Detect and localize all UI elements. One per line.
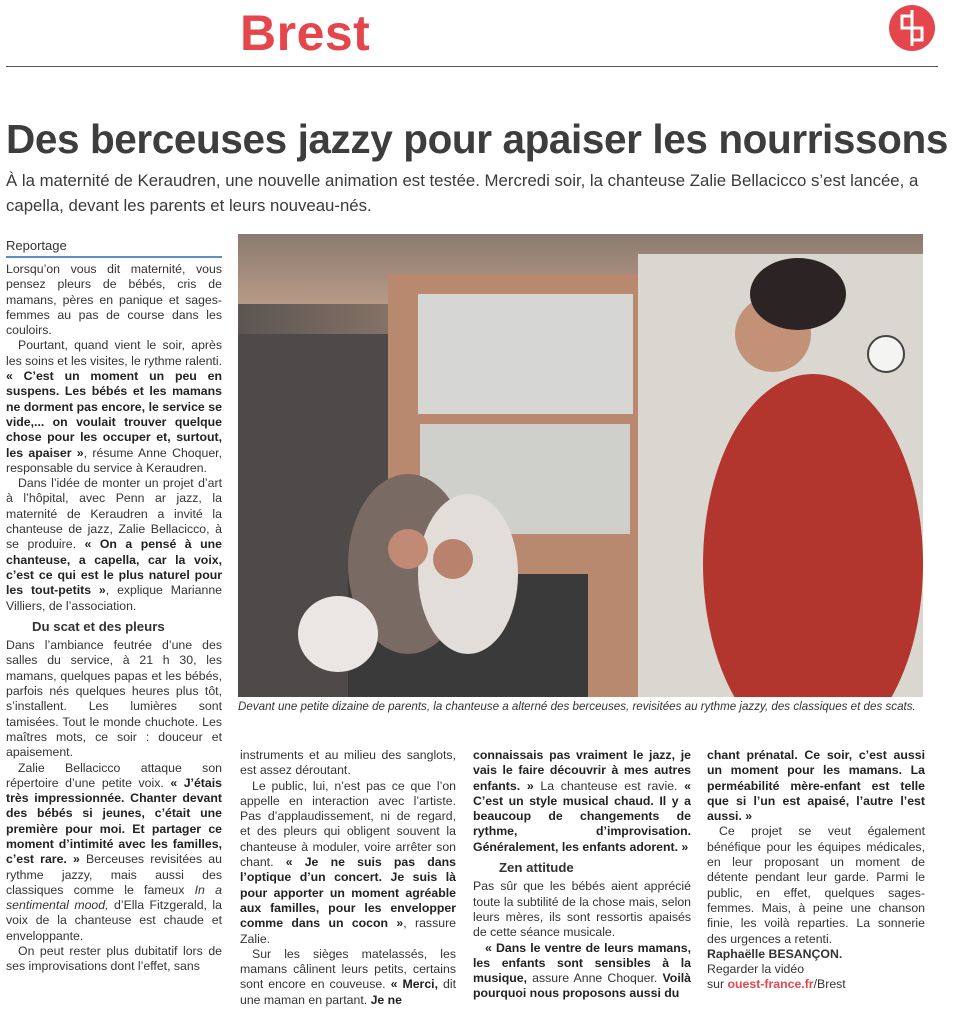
text: , explique Marianne Villiers, de l’association. [6,583,223,613]
quote: Voilà pourquoi nous proposons aussi du [473,971,691,1001]
paragraph [6,761,222,945]
article-column-3 [473,748,691,1002]
paragraph [6,262,222,338]
rubric-label: Reportage [6,238,67,253]
city-section-title: Brest [240,5,371,61]
article-lead: À la maternité de Keraudren, une nouvelle animation est testée. Mercredi soir, la chanteuse Zalie Bellacicco s’est lancée, a capella, devant les parents et leurs nouveau-nés. [6,171,919,215]
ouest-france-logo-icon [888,4,936,52]
text: sur [707,977,728,992]
text: Dans l’idée de monter un projet d’art à l’hôpital, avec Penn ar jazz, la maternité de Keraudren a invité la chanteuse de jazz, Zalie Bellacicco, à se produire. [6,476,222,552]
text: Berceuses revisitées au rythme jazzy, mais aussi des classiques comme le fameux [6,852,222,897]
paragraph [473,879,691,940]
header-divider [6,66,938,67]
ouest-france-link[interactable]: ouest-france.fr [727,977,814,992]
paragraph [240,947,456,1008]
paragraph [707,824,925,946]
article-column-2 [240,748,456,1008]
text: Sur les sièges matelassés, les mamans câlinent leurs petits, certains sont encore en couveuse. [240,946,456,992]
quote: « Dans le ventre de leurs mamans, les enfants sont sensibles à la musique, [473,940,691,986]
text: , résume Anne Choquer, responsable du service à Keraudren. [6,445,222,475]
paragraph [240,779,456,947]
rubric-divider [6,256,222,258]
video-line [707,962,925,977]
paragraph [240,748,456,779]
quote: « On a pensé à une chanteuse, a capella, car la voix, c’est ce qui est le plus naturel pour les tout-petits » [6,537,222,598]
paragraph [6,338,222,476]
paragraph [473,941,691,1002]
quote: « C’est un moment un peu en suspens. Les bébés et les mamans ne dorment pas encore, le service se vide,... on voulait trouver quelque chose pour les occuper et, surtout, les apaiser » [6,369,222,460]
song-title: In a sentimental mood, [6,882,222,913]
quote: Je ne [370,992,403,1007]
text: Dans l’ambiance feutrée d’une des salles du service, à 21 h 30, les mamans, quelques papas et les bébés, parfois nés quelques heures plus tôt, s’installent. Les lumières sont tamisées. Tout le monde chuchote. Les maîtres mots, ce soir : douceur et apaisement. [6,638,222,760]
paragraph [6,944,222,975]
text: dit une maman en partant. [240,977,456,1007]
quote: chant prénatal. Ce soir, c’est aussi un moment pour les mamans. La perméabilité mère-enfant est telle que si l’un est apaisé, l’autre l’est aussi. » [707,748,925,824]
paragraph [6,476,222,614]
text: La chanteuse est ravie. [533,778,685,793]
text: assure Anne Choquer. [526,971,663,986]
text: Regarder la vidéo [707,962,805,977]
article-column-1 [6,262,222,975]
photo-caption: Devant une petite dizaine de parents, la chanteuse a alterné des berceuses, revisitées au rythme jazzy, des classiques et des scats. [238,700,916,713]
text: , rassure Zalie. [240,916,457,946]
article-headline: Des berceuses jazzy pour apaiser les nourrissons [6,116,948,162]
quote: « J’étais très impressionnée. Chanter devant des bébés si jeunes, c’était une première pour moi. Et partager ce moment d’intimité avec les familles, c’est rare. » [6,775,222,867]
byline: Raphaëlle BESANÇON. [707,946,843,961]
article-photo [238,234,923,697]
subheading: Zen attitude [499,860,574,876]
quote: « Je ne suis pas dans l’optique d’un concert. Je suis là pour apporter un moment agréable aux familles, pour les envelopper comme dans un cocon » [240,855,456,931]
text: Le public, lui, n’est pas ce que l’on appelle en interaction avec l’artiste. Pas d’applaudissement, ni de regard, et des pleurs qui obligent souvent la chanteuse à moduler, voire arrêter son chant. [240,778,456,870]
text: d’Ella Fitzgerald, la voix de la chanteuse est chaude et enveloppante. [6,898,222,943]
subheading: Du scat et des pleurs [32,618,165,634]
video-link-line [707,977,925,992]
paragraph [473,748,691,855]
text: Zalie Bellacicco attaque son répertoire d’une petite voix. [6,760,222,790]
text: Ce projet se veut également bénéfique pour les équipes médicales, en leur proposant un moment de détente pendant leur garde. Parmi le public, en effet, quelques sages-femmes. Mais, à peine une chanson finie, les voilà reparties. La sonnerie des urgences a retenti. [707,824,925,946]
quote: « C’est un style musical chaud. Il y a beaucoup de changements de rythme, d’improvisation. Généralement, les enfants adorent. » [473,778,691,854]
article-column-4 [707,748,925,993]
quote: « Merci, [390,977,438,992]
text: On peut rester plus dubitatif lors de ses improvisations dont l’effet, sans [6,944,222,974]
text: Pourtant, quand vient le soir, après les soins et les visites, le rythme ralenti. [6,338,222,368]
paragraph [6,638,222,760]
quote: connaissais pas vraiment le jazz, je vais le faire découvrir à mes autres enfants. » [473,748,691,793]
text: /Brest [813,977,846,992]
text: Lorsqu’on vous dit maternité, vous pensez pleurs de bébés, cris de mamans, pères en panique et sages-femmes au pas de course dans les couloirs. [6,262,222,338]
paragraph [707,748,925,824]
text: Pas sûr que les bébés aient apprécié toute la subtilité de la chose mais, selon leurs mères, ils sont ressortis apaisés de cette séance musicale. [473,879,691,940]
text: instruments et au milieu des sanglots, est assez déroutant. [240,748,456,778]
